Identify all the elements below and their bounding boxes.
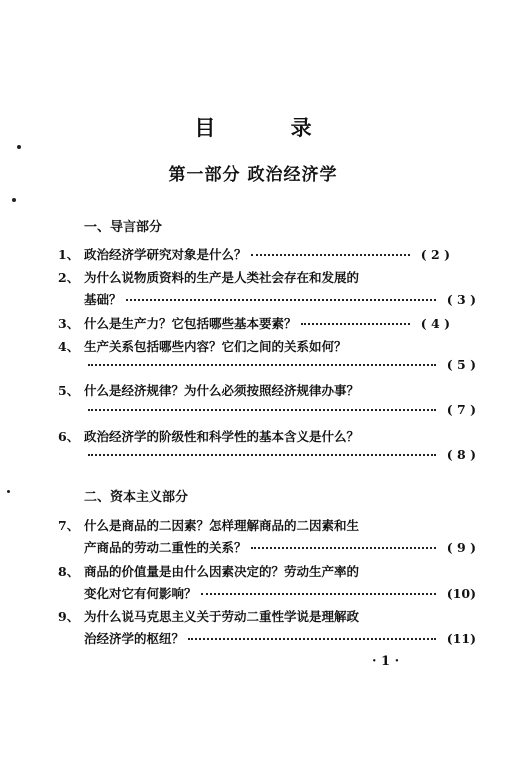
entry-page: (11) [446,631,476,646]
scan-speck [17,145,21,149]
toc-entry-continuation[interactable] [58,538,476,556]
entry-text: 基础？ [84,292,122,307]
dot-leader [88,399,436,411]
entry-text: 什么是经济规律？为什么必须按照经济规律办事？ [84,383,360,398]
entry-page: ( 3 ) [446,292,476,307]
entry-text: 政治经济学的阶级性和科学性的基本含义是什么？ [84,429,360,444]
entry-page: ( 8 ) [446,447,476,462]
entry-number: 7、 [58,518,80,533]
entry-page: ( 4 ) [420,316,450,331]
entry-page: ( 5 ) [446,357,476,372]
part-title: 第一部分 政治经济学 [168,165,338,185]
entry-page: ( 9 ) [446,540,476,555]
dot-leader [188,628,436,640]
entry-number: 3、 [58,316,80,331]
entry-text: 生产关系包括哪些内容？它们之间的关系如何？ [84,339,347,354]
entry-text: 什么是商品的二因素？怎样理解商品的二因素和生 [84,518,360,533]
entry-text: 什么是生产力？它包括哪些基本要素？ [84,316,297,331]
entry-text: 产商品的劳动二重性的关系？ [84,540,247,555]
toc-entry[interactable] [58,337,450,355]
entry-text: 治经济学的枢纽？ [84,631,185,646]
entry-number: 8、 [58,564,80,579]
entry-text: 为什么说马克思主义关于劳动二重性学说是理解政 [84,609,360,624]
section-heading-capitalism: 二、资本主义部分 [84,490,189,505]
toc-entry[interactable] [58,607,450,625]
entry-page: (10) [446,586,476,601]
section-heading-intro: 一、导言部分 [84,220,163,235]
entry-text: 变化对它有何影响？ [84,586,197,601]
toc-entry-continuation[interactable] [58,447,476,465]
entry-number: 5、 [58,383,80,398]
toc-entry[interactable] [58,427,450,445]
entry-number: 4、 [58,339,80,354]
entry-text: 为什么说物质资料的生产是人类社会存在和发展的 [84,270,360,285]
dot-leader [88,354,436,366]
toc-entry-continuation[interactable] [58,584,476,602]
dot-leader [251,537,436,549]
entry-page: ( 2 ) [420,247,450,262]
toc-entry[interactable] [58,516,450,534]
toc-entry[interactable] [58,381,450,399]
dot-leader [126,289,436,301]
page-number: · 1 · [372,654,400,669]
toc-entry[interactable] [58,562,450,580]
entry-text: 商品的价值量是由什么因素决定的？劳动生产率的 [84,564,360,579]
entry-page: ( 7 ) [446,402,476,417]
entry-number: 2、 [58,270,80,285]
entry-number: 9、 [58,609,80,624]
dot-leader [251,244,410,256]
entry-text: 政治经济学研究对象是什么？ [84,247,247,262]
entry-number: 6、 [58,429,80,444]
toc-entry-continuation[interactable] [58,402,476,420]
toc-entry[interactable] [58,245,450,263]
scan-speck [12,198,16,202]
page-title: 目 录 [194,115,346,140]
dot-leader [88,444,436,456]
toc-entry[interactable] [58,268,450,286]
dot-leader [301,313,410,325]
toc-entry-continuation[interactable] [58,290,476,308]
scan-speck [7,490,10,493]
toc-entry-continuation[interactable] [58,357,476,375]
toc-entry-continuation[interactable] [58,629,476,647]
dot-leader [201,583,436,595]
entry-number: 1、 [58,247,80,262]
toc-entry[interactable] [58,314,450,332]
